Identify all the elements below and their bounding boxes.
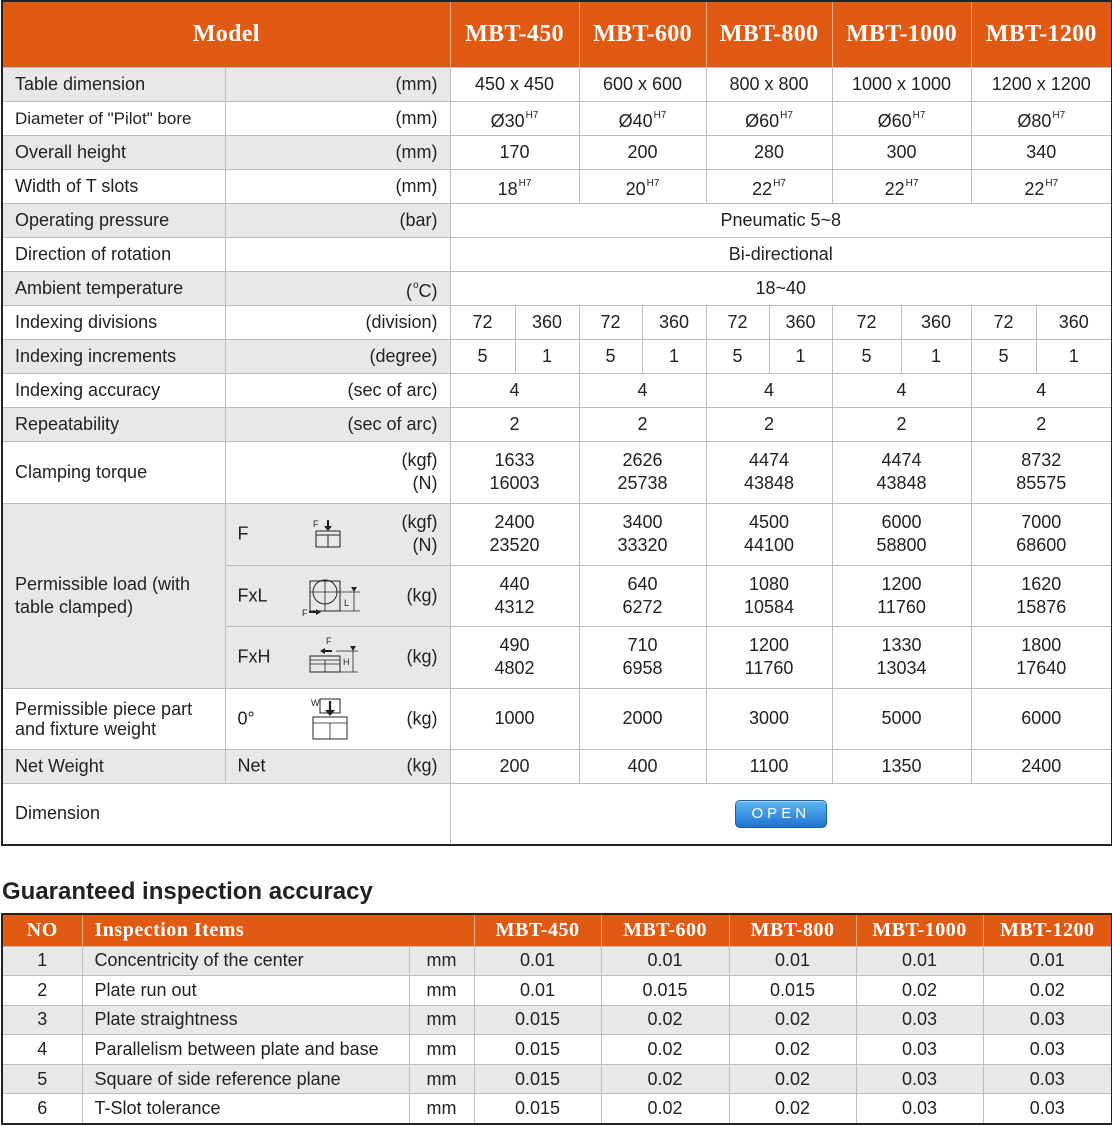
- value-cell: 0.02: [601, 1094, 729, 1124]
- value-cell: 4: [706, 373, 832, 407]
- value-cell: $Ø80^{H7}$: [971, 101, 1112, 135]
- value-cell: 0.015: [474, 1094, 601, 1124]
- value-cell: 0.01: [856, 946, 983, 976]
- header-inspection-items: Inspection Items: [82, 914, 474, 946]
- header-mbt-600: MBT-600: [601, 914, 729, 946]
- value-cell: 0.015: [474, 1035, 601, 1065]
- value-cell: 1633 16003: [450, 441, 579, 503]
- unit-increments: (degree): [225, 339, 450, 373]
- row-direction: [2, 237, 1112, 271]
- row-dimension: [2, 783, 1112, 845]
- value-cell: 72: [579, 305, 642, 339]
- unit-permissible-f: F F (kgf) (N): [225, 503, 450, 565]
- value-cell: $18^{H7}$: [450, 169, 579, 203]
- value-cell: 280: [706, 135, 832, 169]
- label-ambient: Ambient temperature: [2, 271, 225, 305]
- no-cell: 1: [2, 946, 82, 976]
- inspection-title: Guaranteed inspection accuracy: [2, 878, 373, 905]
- value-cell: 2400: [971, 749, 1112, 783]
- value-cell: 1: [769, 339, 832, 373]
- value-cell: 640 6272: [579, 565, 706, 626]
- label-operating-pressure: Operating pressure: [2, 203, 225, 237]
- row-pilot-bore: [2, 101, 1112, 135]
- unit-divisions: (division): [225, 305, 450, 339]
- item-cell: Parallelism between plate and base: [82, 1035, 409, 1065]
- row-divisions: [2, 305, 1112, 339]
- unit-piece-weight: 0° W (kg): [225, 688, 450, 749]
- value-cell: 0.015: [474, 1064, 601, 1094]
- unit-pilot-bore: (mm): [225, 101, 450, 135]
- weight-w-icon: [310, 697, 352, 741]
- label-clamping-torque: Clamping torque: [2, 441, 225, 503]
- value-cell: 360: [1036, 305, 1112, 339]
- value-cell: 600 x 600: [579, 67, 706, 101]
- value-cell: 3400 33320: [579, 503, 706, 565]
- header-mbt-1200: MBT-1200: [983, 914, 1112, 946]
- label-t-slots: Width of T slots: [2, 169, 225, 203]
- header-model: Model: [2, 1, 450, 67]
- value-cell: 5: [579, 339, 642, 373]
- row-t-slots: [2, 169, 1112, 203]
- value-cell: 4474 43848: [706, 441, 832, 503]
- label-table-dimension: Table dimension: [2, 67, 225, 101]
- value-cell: 72: [971, 305, 1036, 339]
- value-cell: 2626 25738: [579, 441, 706, 503]
- unit-cell: mm: [409, 1005, 474, 1035]
- item-cell: Plate run out: [82, 976, 409, 1006]
- value-cell: 400: [579, 749, 706, 783]
- value-cell: 0.03: [983, 1094, 1112, 1124]
- value-cell: 0.03: [983, 1064, 1112, 1094]
- value-cell: 4: [832, 373, 971, 407]
- value-cell: 0.01: [474, 946, 601, 976]
- value-cell: 1330 13034: [832, 626, 971, 688]
- value-cell: 0.03: [856, 1064, 983, 1094]
- value-cell: 4500 44100: [706, 503, 832, 565]
- unit-repeatability: (sec of arc): [225, 407, 450, 441]
- spec-header-row: [2, 1, 1112, 67]
- label-accuracy: Indexing accuracy: [2, 373, 225, 407]
- row-repeatability: [2, 407, 1112, 441]
- svg-text:F: F: [325, 636, 331, 646]
- table-row: [2, 976, 1112, 1006]
- value-cell: 360: [901, 305, 971, 339]
- value-cell: 4: [450, 373, 579, 407]
- label-repeatability: Repeatability: [2, 407, 225, 441]
- unit-clamping-torque: (kgf) (N): [225, 441, 450, 503]
- unit-cell: mm: [409, 1064, 474, 1094]
- value-cell: 5000: [832, 688, 971, 749]
- value-cell: 1350: [832, 749, 971, 783]
- item-cell: T-Slot tolerance: [82, 1094, 409, 1124]
- value-cell: 2: [832, 407, 971, 441]
- value-cell: 0.01: [601, 946, 729, 976]
- value-cell: 0.03: [856, 1035, 983, 1065]
- value-cell: 5: [832, 339, 901, 373]
- row-ambient: [2, 271, 1112, 305]
- value-cell: $Ø40^{H7}$: [579, 101, 706, 135]
- label-piece-weight: Permissible piece part and fixture weight: [2, 688, 225, 749]
- value-cell: 0.02: [601, 1005, 729, 1035]
- unit-direction: [225, 237, 450, 271]
- value-cell: 1200 11760: [832, 565, 971, 626]
- label-direction: Direction of rotation: [2, 237, 225, 271]
- value-cell: 6000: [971, 688, 1112, 749]
- value-cell: 0.02: [729, 1094, 856, 1124]
- row-accuracy: [2, 373, 1112, 407]
- load-f-icon: [312, 519, 346, 549]
- value-cell: 200: [579, 135, 706, 169]
- value-cell: $22^{H7}$: [706, 169, 832, 203]
- value-cell: 450 x 450: [450, 67, 579, 101]
- value-cell: 0.01: [983, 946, 1112, 976]
- label-divisions: Indexing divisions: [2, 305, 225, 339]
- table-row: [2, 1064, 1112, 1094]
- value-cell: 360: [769, 305, 832, 339]
- value-cell: 0.02: [983, 976, 1112, 1006]
- svg-text:F: F: [301, 607, 307, 617]
- value-cell: 1000 x 1000: [832, 67, 971, 101]
- value-cell: $22^{H7}$: [971, 169, 1112, 203]
- svg-text:F: F: [312, 519, 318, 529]
- value-cell: 72: [832, 305, 901, 339]
- value-cell: 0.01: [474, 976, 601, 1006]
- value-cell: 0.02: [601, 1035, 729, 1065]
- value-cell: $Ø30^{H7}$: [450, 101, 579, 135]
- sublabel-fxl: FxL: [237, 585, 268, 605]
- svg-text:L: L: [343, 597, 349, 608]
- unit-t-slots: (mm): [225, 169, 450, 203]
- label-overall-height: Overall height: [2, 135, 225, 169]
- row-piece-weight: [2, 688, 1112, 749]
- inspection-header-row: [2, 914, 1112, 946]
- value-cell: 72: [706, 305, 769, 339]
- unit-permissible-fxh: FxH F H (kg): [225, 626, 450, 688]
- no-cell: 3: [2, 1005, 82, 1035]
- header-mbt-800: MBT-800: [729, 914, 856, 946]
- value-cell: Bi-directional: [450, 237, 1112, 271]
- item-cell: Plate straightness: [82, 1005, 409, 1035]
- label-permissible-load: Permissible load (with table clamped): [2, 503, 225, 688]
- unit-net-weight: Net (kg): [225, 749, 450, 783]
- value-cell: 0.02: [729, 1005, 856, 1035]
- value-cell: 1200 11760: [706, 626, 832, 688]
- load-fxh-icon: [306, 636, 362, 678]
- value-cell: 0.02: [856, 976, 983, 1006]
- value-cell: 1800 17640: [971, 626, 1112, 688]
- unit-accuracy: (sec of arc): [225, 373, 450, 407]
- value-cell: 440 4312: [450, 565, 579, 626]
- value-cell: 4: [971, 373, 1112, 407]
- svg-text:W: W: [310, 697, 319, 708]
- value-cell: 0.02: [729, 1064, 856, 1094]
- label-increments: Indexing increments: [2, 339, 225, 373]
- value-cell: 2400 23520: [450, 503, 579, 565]
- value-cell: 300: [832, 135, 971, 169]
- spec-table: [1, 0, 1112, 846]
- value-cell: 0.03: [856, 1005, 983, 1035]
- value-cell: $20^{H7}$: [579, 169, 706, 203]
- row-clamping-torque: [2, 441, 1112, 503]
- row-permissible-f: [2, 503, 1112, 565]
- value-cell: 710 6958: [579, 626, 706, 688]
- value-cell: 340: [971, 135, 1112, 169]
- unit-cell: mm: [409, 1094, 474, 1124]
- value-cell: 1200 x 1200: [971, 67, 1112, 101]
- sublabel-fxh: FxH: [237, 646, 271, 667]
- value-cell: 2: [971, 407, 1112, 441]
- label-net-weight: Net Weight: [2, 749, 225, 783]
- value-cell: Pneumatic 5~8: [450, 203, 1112, 237]
- value-cell: 0.03: [983, 1005, 1112, 1035]
- dimension-cell: [450, 783, 1112, 845]
- table-row: [2, 1005, 1112, 1035]
- sublabel-0deg: 0°: [237, 708, 255, 728]
- svg-text:H: H: [342, 657, 349, 667]
- value-cell: 5: [706, 339, 769, 373]
- value-cell: 8732 85575: [971, 441, 1112, 503]
- unit-overall-height: (mm): [225, 135, 450, 169]
- value-cell: 0.02: [601, 1064, 729, 1094]
- value-cell: 4474 43848: [832, 441, 971, 503]
- value-cell: 0.015: [729, 976, 856, 1006]
- sublabel-net: Net: [237, 755, 266, 776]
- label-dimension: Dimension: [2, 783, 450, 845]
- inspection-table: [1, 913, 1112, 1125]
- value-cell: 200: [450, 749, 579, 783]
- open-button[interactable]: OPEN: [735, 800, 827, 828]
- value-cell: 4: [579, 373, 706, 407]
- value-cell: 800 x 800: [706, 67, 832, 101]
- header-mbt-450: MBT-450: [474, 914, 601, 946]
- label-pilot-bore: Diameter of "Pilot" bore: [2, 101, 225, 135]
- value-cell: 18~40: [450, 271, 1112, 305]
- value-cell: 2000: [579, 688, 706, 749]
- value-cell: 0.02: [729, 1035, 856, 1065]
- value-cell: $Ø60^{H7}$: [832, 101, 971, 135]
- value-cell: 1: [515, 339, 579, 373]
- value-cell: 5: [450, 339, 515, 373]
- header-mbt-450: MBT-450: [450, 1, 579, 67]
- value-cell: $22^{H7}$: [832, 169, 971, 203]
- header-mbt-1000: MBT-1000: [856, 914, 983, 946]
- value-cell: 360: [515, 305, 579, 339]
- value-cell: 1: [1036, 339, 1112, 373]
- load-fxl-icon: [302, 575, 364, 617]
- value-cell: 0.01: [729, 946, 856, 976]
- value-cell: 360: [642, 305, 706, 339]
- header-no: NO: [2, 914, 82, 946]
- value-cell: $Ø60^{H7}$: [706, 101, 832, 135]
- table-row: [2, 946, 1112, 976]
- value-cell: 1: [901, 339, 971, 373]
- row-operating-pressure: [2, 203, 1112, 237]
- no-cell: 5: [2, 1064, 82, 1094]
- row-net-weight: [2, 749, 1112, 783]
- table-row: [2, 1094, 1112, 1124]
- value-cell: 170: [450, 135, 579, 169]
- no-cell: 2: [2, 976, 82, 1006]
- no-cell: 6: [2, 1094, 82, 1124]
- unit-cell: mm: [409, 946, 474, 976]
- value-cell: 5: [971, 339, 1036, 373]
- value-cell: 0.015: [474, 1005, 601, 1035]
- value-cell: 1000: [450, 688, 579, 749]
- value-cell: 490 4802: [450, 626, 579, 688]
- header-mbt-800: MBT-800: [706, 1, 832, 67]
- header-mbt-1200: MBT-1200: [971, 1, 1112, 67]
- value-cell: 6000 58800: [832, 503, 971, 565]
- item-cell: Concentricity of the center: [82, 946, 409, 976]
- value-cell: 0.03: [856, 1094, 983, 1124]
- value-cell: 1: [642, 339, 706, 373]
- value-cell: 1100: [706, 749, 832, 783]
- unit-cell: mm: [409, 976, 474, 1006]
- row-increments: [2, 339, 1112, 373]
- unit-cell: mm: [409, 1035, 474, 1065]
- value-cell: 0.015: [601, 976, 729, 1006]
- value-cell: 7000 68600: [971, 503, 1112, 565]
- row-overall-height: [2, 135, 1112, 169]
- value-cell: 2: [450, 407, 579, 441]
- unit-ambient: ($^o$C): [225, 271, 450, 305]
- unit-table-dimension: (mm): [225, 67, 450, 101]
- value-cell: 0.03: [983, 1035, 1112, 1065]
- header-mbt-600: MBT-600: [579, 1, 706, 67]
- unit-operating-pressure: (bar): [225, 203, 450, 237]
- value-cell: 72: [450, 305, 515, 339]
- table-row: [2, 1035, 1112, 1065]
- item-cell: Square of side reference plane: [82, 1064, 409, 1094]
- unit-permissible-fxl: FxL L F (kg): [225, 565, 450, 626]
- header-mbt-1000: MBT-1000: [832, 1, 971, 67]
- value-cell: 1620 15876: [971, 565, 1112, 626]
- value-cell: 1080 10584: [706, 565, 832, 626]
- value-cell: 2: [706, 407, 832, 441]
- sublabel-f: F: [237, 523, 249, 544]
- no-cell: 4: [2, 1035, 82, 1065]
- value-cell: 3000: [706, 688, 832, 749]
- row-table-dimension: [2, 67, 1112, 101]
- value-cell: 2: [579, 407, 706, 441]
